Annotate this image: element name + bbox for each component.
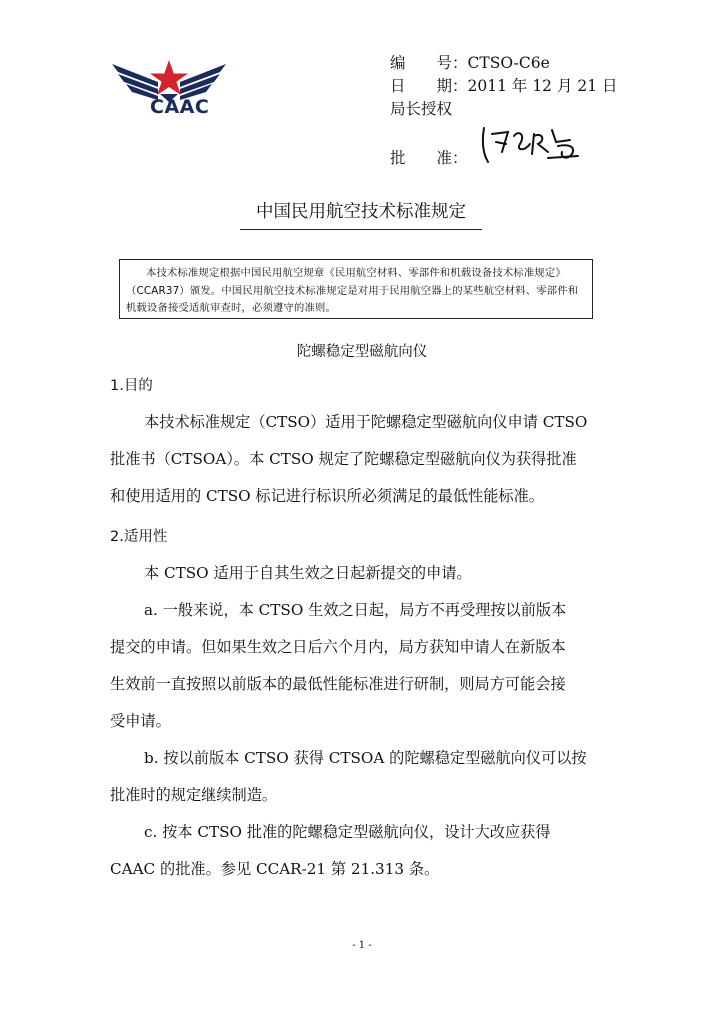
paragraph-line: 本 CTSO 适用于自其生效之日起新提交的申请。 <box>144 564 472 582</box>
paragraph-purpose <box>110 404 614 515</box>
approval-label: 批 准： <box>390 149 468 167</box>
notice-box: 本技术标准规定根据中国民用航空规章《民用航空材料、零部件和机载设备技术标准规定》（CCAR37）颁发。中国民用航空技术标准规定是对用于民用航空器上的某些航空材料、零部件和机载设备接受适航审查时，必须遵守的准则。 <box>119 259 593 319</box>
paragraph-line: CAAC 的批准。参见 CCAR-21 第 21.313 条。 <box>110 860 440 878</box>
paragraph-line: 生效前一直按照以前版本的最低性能标准进行研制，则局方可能会接 <box>110 675 566 693</box>
paragraph-line: 本技术标准规定（CTSO）适用于陀螺稳定型磁航向仪申请 CTSO <box>144 413 588 431</box>
paragraph-line: 提交的申请。但如果生效之日后六个月内，局方获知申请人在新版本 <box>110 638 566 656</box>
paragraph-item-a <box>110 592 614 740</box>
section-heading-applicability: 2.适用性 <box>110 529 168 545</box>
date-label: 日 期： <box>390 77 468 95</box>
document-meta <box>390 52 618 121</box>
paragraph-line: b. 按以前版本 CTSO 获得 CTSOA 的陀螺稳定型磁航向仪可以按 <box>144 749 587 767</box>
paragraph-item-c <box>110 814 614 888</box>
paragraph-line: a. 一般来说，本 CTSO 生效之日起，局方不再受理按以前版本 <box>144 601 567 619</box>
paragraph-applicability <box>110 555 614 592</box>
section-heading-purpose: 1.目的 <box>110 378 153 394</box>
signature <box>478 122 582 168</box>
paragraph-item-b <box>110 740 614 814</box>
approval-row <box>390 146 468 168</box>
paragraph-line: 批准书（CTSOA）。本 CTSO 规定了陀螺稳定型磁航向仪为获得批准 <box>110 450 577 468</box>
paragraph-line: 受申请。 <box>110 712 171 730</box>
logo-text: CAAC <box>150 96 210 118</box>
page-number: - 1 - <box>352 940 372 951</box>
authority-text: 局长授权 <box>390 100 453 118</box>
number-label: 编 号： <box>390 54 468 72</box>
paragraph-line: c. 按本 CTSO 批准的陀螺稳定型磁航向仪，设计大改应获得 <box>144 823 551 841</box>
number-value: CTSO-C6e <box>467 54 550 72</box>
paragraph-line: 和使用适用的 CTSO 标记进行标识所必须满足的最低性能标准。 <box>110 487 544 505</box>
date-value: 2011 年 12 月 21 日 <box>467 77 618 95</box>
document-title: 中国民用航空技术标准规定 <box>240 198 482 230</box>
paragraph-line: 批准时的规定继续制造。 <box>110 786 278 804</box>
product-title: 陀螺稳定型磁航向仪 <box>296 344 428 360</box>
